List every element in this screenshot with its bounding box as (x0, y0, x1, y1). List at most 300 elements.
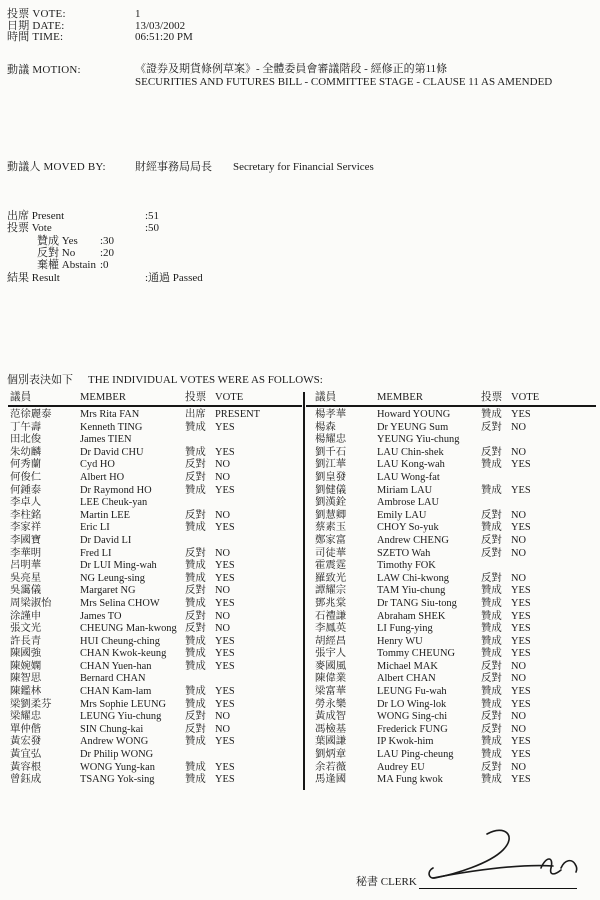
member-name-zh: 陳婉嫻 (10, 660, 42, 672)
moved-by-zh: 財經事務局局長 (135, 161, 212, 173)
member-name-zh: 李國寶 (10, 534, 42, 546)
vote-en: NO (215, 723, 231, 735)
table-row (10, 724, 302, 737)
member-name-en: LAU Chin-shek (377, 446, 444, 458)
vote-en: NO (511, 723, 527, 735)
table-row (10, 422, 302, 435)
member-name-en: Dr LUI Ming-wah (80, 560, 157, 572)
individual-votes-title-zh: 個別表決如下 (7, 374, 73, 386)
member-name-en: Dr David LI (80, 534, 132, 546)
table-row (10, 611, 302, 624)
member-name-en: Mrs Rita FAN (80, 409, 140, 420)
vote-zh: 贊成 (481, 459, 502, 471)
vote-en: YES (215, 560, 235, 572)
vote-zh: 反對 (481, 660, 502, 672)
vote-en: NO (511, 761, 527, 773)
vote-zh: 贊成 (185, 761, 206, 773)
vote-total-value: :50 (145, 222, 160, 234)
member-name-zh: 李鳳英 (315, 623, 347, 635)
vote-en: YES (511, 736, 531, 748)
vote-zh: 贊成 (481, 522, 502, 534)
vote-en: PRESENT (215, 409, 261, 420)
member-name-zh: 葉國謙 (315, 736, 347, 748)
vote-en: YES (215, 597, 235, 609)
vote-en: YES (511, 585, 531, 597)
vote-en: NO (511, 534, 527, 546)
vote-zh: 贊成 (185, 660, 206, 672)
member-name-en: TAM Yiu-chung (377, 585, 446, 597)
vote-table-header-right (315, 392, 598, 405)
table-row (10, 585, 302, 598)
col-header-member-zh: 議員 (10, 392, 32, 403)
vote-zh: 反對 (185, 711, 206, 723)
table-row (10, 736, 302, 749)
table-row (10, 560, 302, 573)
member-name-zh: 石禮謙 (315, 610, 347, 622)
member-name-en: Tommy CHEUNG (377, 648, 456, 660)
member-name-en: Dr Philip WONG (80, 749, 154, 761)
member-name-zh: 鄧兆棠 (315, 597, 347, 609)
vote-en: NO (215, 547, 231, 559)
col-header-vote-en: VOTE (215, 392, 244, 403)
table-row (10, 623, 302, 636)
vote-en: YES (215, 572, 235, 584)
table-row (10, 598, 302, 611)
vote-en: YES (511, 698, 531, 710)
table-row (10, 711, 302, 724)
yes-label: 贊成 Yes (37, 235, 78, 247)
table-row (10, 573, 302, 586)
member-name-zh: 田北俊 (10, 434, 42, 446)
table-row (315, 648, 598, 661)
member-name-en: CHOY So-yuk (377, 522, 439, 534)
table-row (10, 485, 302, 498)
table-row (315, 535, 598, 548)
table-row (10, 434, 302, 447)
member-name-zh: 何鍾泰 (10, 484, 42, 496)
table-row (315, 497, 598, 510)
vote-zh: 反對 (185, 547, 206, 559)
table-row (315, 762, 598, 775)
member-name-en: LI Fung-ying (377, 623, 433, 635)
member-name-zh: 周梁淑怡 (10, 597, 52, 609)
member-name-zh: 黃容根 (10, 761, 42, 773)
vote-en: YES (215, 736, 235, 748)
vote-en: NO (215, 471, 231, 483)
member-name-zh: 朱幼麟 (10, 446, 42, 458)
member-name-zh: 劉千石 (315, 446, 347, 458)
vote-en: NO (215, 623, 231, 635)
vote-en: NO (215, 711, 231, 723)
vote-en: NO (511, 660, 527, 672)
result-label: 結果 Result (7, 272, 60, 284)
member-name-en: Martin LEE (80, 509, 130, 521)
member-name-zh: 霍震霆 (315, 560, 347, 572)
table-row (315, 472, 598, 485)
member-name-zh: 黃成智 (315, 711, 347, 723)
vote-zh: 贊成 (481, 698, 502, 710)
table-row (315, 459, 598, 472)
vote-zh: 贊成 (481, 610, 502, 622)
table-row (10, 648, 302, 661)
table-row (315, 422, 598, 435)
member-name-zh: 丁午壽 (10, 421, 42, 433)
member-name-zh: 呂明華 (10, 560, 42, 572)
member-name-zh: 蔡素玉 (315, 522, 347, 534)
clerk-label: 秘書 CLERK (356, 876, 417, 888)
table-row (10, 459, 302, 472)
vote-zh: 贊成 (185, 421, 206, 433)
vote-zh: 反對 (481, 446, 502, 458)
member-name-en: YEUNG Yiu-chung (377, 434, 460, 446)
table-row (315, 585, 598, 598)
vote-zh: 反對 (481, 547, 502, 559)
vote-zh: 贊成 (185, 597, 206, 609)
vote-en: YES (215, 648, 235, 660)
vote-total-label: 投票 Vote (7, 222, 52, 234)
table-row (315, 522, 598, 535)
member-name-zh: 劉炳章 (315, 749, 347, 761)
vote-en: YES (511, 623, 531, 635)
table-row (315, 636, 598, 649)
vote-zh: 贊成 (481, 409, 502, 420)
member-name-en: Dr Raymond HO (80, 484, 152, 496)
vote-en: YES (215, 635, 235, 647)
vote-zh: 反對 (185, 471, 206, 483)
vote-en: YES (215, 761, 235, 773)
vote-table-left (10, 409, 302, 787)
table-row (10, 636, 302, 649)
member-name-en: Audrey EU (377, 761, 425, 773)
table-row (315, 661, 598, 674)
vote-en: YES (511, 774, 531, 786)
member-name-zh: 劉健儀 (315, 484, 347, 496)
vote-zh: 贊成 (185, 522, 206, 534)
member-name-zh: 胡經昌 (315, 635, 347, 647)
table-row (10, 686, 302, 699)
vote-zh: 贊成 (481, 597, 502, 609)
member-name-en: Kenneth TING (80, 421, 143, 433)
member-name-zh: 梁富華 (315, 686, 347, 698)
member-name-zh: 劉慧卿 (315, 509, 347, 521)
vote-zh: 贊成 (481, 749, 502, 761)
table-row (315, 774, 598, 787)
vote-en: NO (511, 547, 527, 559)
member-name-en: MA Fung kwok (377, 774, 443, 786)
vote-zh: 贊成 (481, 635, 502, 647)
vote-en: YES (511, 522, 531, 534)
vote-en: YES (215, 446, 235, 458)
vote-en: YES (215, 484, 235, 496)
table-row (10, 497, 302, 510)
table-row (10, 409, 302, 422)
member-name-zh: 陳偉業 (315, 673, 347, 685)
vote-zh: 贊成 (481, 774, 502, 786)
member-name-zh: 單仲偕 (10, 723, 42, 735)
vote-en: NO (215, 585, 231, 597)
vote-en: YES (215, 421, 235, 433)
vote-number-value: 1 (135, 8, 141, 20)
table-row (315, 548, 598, 561)
vote-zh: 贊成 (185, 736, 206, 748)
member-name-en: Henry WU (377, 635, 423, 647)
member-name-en: HUI Cheung-ching (80, 635, 160, 647)
member-name-zh: 黃宜弘 (10, 749, 42, 761)
vote-en: YES (511, 409, 531, 420)
vote-table-header-left (10, 392, 302, 405)
abstain-label: 棄權 Abstain (37, 259, 96, 271)
member-name-en: Howard YOUNG (377, 409, 451, 420)
member-name-en: SIN Chung-kai (80, 723, 144, 735)
col-header-vote-zh: 投票 (185, 392, 207, 403)
table-row (10, 749, 302, 762)
member-name-en: Michael MAK (377, 660, 438, 672)
vote-zh: 贊成 (481, 648, 502, 660)
table-row (10, 510, 302, 523)
table-row (315, 611, 598, 624)
member-name-en: IP Kwok-him (377, 736, 434, 748)
vote-number-label: 投票 VOTE: (7, 8, 66, 20)
member-name-en: WONG Sing-chi (377, 711, 448, 723)
vote-table-right (315, 409, 598, 787)
present-value: :51 (145, 210, 160, 222)
member-name-en: CHAN Kwok-keung (80, 648, 167, 660)
table-row (10, 535, 302, 548)
table-row (315, 434, 598, 447)
vote-en: YES (215, 522, 235, 534)
member-name-en: Bernard CHAN (80, 673, 146, 685)
member-name-en: LEUNG Fu-wah (377, 686, 447, 698)
present-label: 出席 Present (7, 210, 65, 222)
member-name-zh: 李家祥 (10, 522, 42, 534)
table-row (10, 548, 302, 561)
member-name-en: LAU Ping-cheung (377, 749, 454, 761)
member-name-en: Mrs Sophie LEUNG (80, 698, 167, 710)
member-name-zh: 馬逢國 (315, 774, 347, 786)
member-name-en: LAU Kong-wah (377, 459, 445, 471)
member-name-en: Timothy FOK (377, 560, 436, 572)
member-name-en: Frederick FUNG (377, 723, 448, 735)
vote-en: NO (215, 509, 231, 521)
member-name-zh: 楊森 (315, 421, 336, 433)
member-name-zh: 梁耀忠 (10, 711, 42, 723)
table-row (315, 573, 598, 586)
member-name-en: Mrs Selina CHOW (80, 597, 160, 609)
date-value: 13/03/2002 (135, 19, 186, 32)
member-name-en: Miriam LAU (377, 484, 433, 496)
table-row (10, 522, 302, 535)
member-name-zh: 羅致光 (315, 572, 347, 584)
vote-zh: 反對 (185, 723, 206, 735)
table-row (10, 447, 302, 460)
member-name-en: CHAN Kam-lam (80, 686, 152, 698)
vote-zh: 反對 (481, 509, 502, 521)
member-name-en: LEUNG Yiu-chung (80, 711, 162, 723)
member-name-en: CHEUNG Man-kwong (80, 623, 177, 635)
column-divider (303, 392, 305, 790)
header-rule-left (8, 405, 302, 407)
vote-en: YES (511, 610, 531, 622)
member-name-zh: 張宇人 (315, 648, 347, 660)
vote-en: NO (511, 446, 527, 458)
col-header-vote-en: VOTE (511, 392, 540, 403)
motion-text-en: SECURITIES AND FUTURES BILL - COMMITTEE STAGE - CLAUSE 11 AS AMENDED (135, 75, 553, 88)
vote-zh: 贊成 (185, 484, 206, 496)
vote-zh: 反對 (185, 610, 206, 622)
table-row (10, 762, 302, 775)
member-name-zh: 劉漢銓 (315, 497, 347, 509)
vote-en: YES (511, 459, 531, 471)
header-rule-right (306, 405, 596, 407)
member-name-zh: 李華明 (10, 547, 42, 559)
member-name-en: Andrew WONG (80, 736, 149, 748)
member-name-en: Dr YEUNG Sum (377, 421, 449, 433)
vote-zh: 贊成 (481, 623, 502, 635)
moved-by-label: 動議人 MOVED BY: (7, 161, 106, 173)
member-name-en: Dr David CHU (80, 446, 144, 458)
vote-zh: 贊成 (185, 572, 206, 584)
member-name-en: SZETO Wah (377, 547, 431, 559)
vote-en: YES (215, 660, 235, 672)
vote-en: NO (511, 711, 527, 723)
vote-zh: 贊成 (185, 560, 206, 572)
member-name-zh: 陳鑑林 (10, 686, 42, 698)
vote-en: YES (511, 749, 531, 761)
member-name-zh: 梁劉柔芬 (10, 698, 52, 710)
no-value: :20 (100, 247, 115, 259)
member-name-en: Cyd HO (80, 459, 115, 471)
table-row (315, 736, 598, 749)
clerk-signature-line (419, 877, 577, 892)
member-name-zh: 劉江華 (315, 459, 347, 471)
member-name-en: Dr TANG Siu-tong (377, 597, 457, 609)
vote-en: YES (511, 635, 531, 647)
member-name-zh: 李柱銘 (10, 509, 42, 521)
table-row (10, 774, 302, 787)
vote-en: YES (511, 597, 531, 609)
vote-zh: 反對 (481, 711, 502, 723)
vote-en: YES (511, 484, 531, 496)
vote-zh: 贊成 (185, 686, 206, 698)
member-name-en: Eric LI (80, 522, 110, 534)
time-label: 時間 TIME: (7, 31, 64, 43)
member-name-zh: 鄭家富 (315, 534, 347, 546)
vote-en: NO (511, 509, 527, 521)
vote-zh: 贊成 (185, 635, 206, 647)
member-name-zh: 吳亮星 (10, 572, 42, 584)
member-name-en: Albert HO (80, 471, 125, 483)
col-header-member-en: MEMBER (80, 392, 126, 403)
member-name-zh: 譚耀宗 (315, 585, 347, 597)
vote-zh: 反對 (481, 723, 502, 735)
member-name-en: LAW Chi-kwong (377, 572, 449, 584)
vote-en: NO (215, 459, 231, 471)
yes-value: :30 (100, 235, 115, 247)
vote-zh: 反對 (481, 673, 502, 685)
member-name-zh: 涂謹申 (10, 610, 42, 622)
vote-zh: 贊成 (481, 585, 502, 597)
vote-zh: 贊成 (185, 698, 206, 710)
member-name-en: CHAN Yuen-han (80, 660, 152, 672)
vote-en: NO (511, 421, 527, 433)
vote-en: YES (215, 774, 235, 786)
abstain-value: :0 (100, 259, 109, 271)
vote-en: YES (511, 648, 531, 660)
col-header-member-en: MEMBER (377, 392, 423, 403)
member-name-zh: 曾鈺成 (10, 774, 42, 786)
table-row (315, 485, 598, 498)
table-row (315, 560, 598, 573)
vote-en: NO (511, 673, 527, 685)
table-row (315, 673, 598, 686)
member-name-zh: 司徒華 (315, 547, 347, 559)
member-name-zh: 劉皇發 (315, 471, 347, 483)
member-name-en: Margaret NG (80, 585, 136, 597)
vote-zh: 贊成 (481, 484, 502, 496)
vote-zh: 反對 (481, 572, 502, 584)
member-name-en: Fred LI (80, 547, 112, 559)
table-row (315, 623, 598, 636)
member-name-zh: 李卓人 (10, 497, 42, 509)
member-name-en: James TO (80, 610, 122, 622)
vote-zh: 贊成 (481, 736, 502, 748)
table-row (315, 510, 598, 523)
vote-zh: 反對 (185, 623, 206, 635)
vote-zh: 贊成 (481, 686, 502, 698)
member-name-zh: 何俊仁 (10, 471, 42, 483)
table-row (315, 711, 598, 724)
vote-zh: 反對 (481, 534, 502, 546)
member-name-zh: 楊耀忠 (315, 434, 347, 446)
member-name-zh: 馮檢基 (315, 723, 347, 735)
table-row (315, 724, 598, 737)
vote-zh: 出席 (185, 409, 206, 420)
table-row (10, 472, 302, 485)
member-name-zh: 張文光 (10, 623, 42, 635)
table-row (10, 699, 302, 712)
table-row (315, 699, 598, 712)
motion-label: 動議 MOTION: (7, 64, 81, 76)
col-header-vote-zh: 投票 (481, 392, 503, 403)
vote-zh: 反對 (481, 761, 502, 773)
table-row (315, 598, 598, 611)
vote-en: YES (215, 698, 235, 710)
vote-zh: 反對 (185, 509, 206, 521)
member-name-zh: 吳靄儀 (10, 585, 42, 597)
vote-en: YES (511, 686, 531, 698)
vote-en: NO (511, 572, 527, 584)
member-name-en: Abraham SHEK (377, 610, 446, 622)
member-name-en: Albert CHAN (377, 673, 436, 685)
member-name-zh: 范徐麗泰 (10, 409, 52, 420)
vote-zh: 反對 (481, 421, 502, 433)
member-name-zh: 許長青 (10, 635, 42, 647)
member-name-en: TSANG Yok-sing (80, 774, 155, 786)
result-value: :通過 Passed (145, 272, 203, 284)
member-name-zh: 陳智思 (10, 673, 42, 685)
col-header-member-zh: 議員 (315, 392, 337, 403)
member-name-en: LAU Wong-fat (377, 471, 440, 483)
no-label: 反對 No (37, 247, 76, 259)
table-row (315, 686, 598, 699)
date-label: 日期 DATE: (7, 19, 65, 32)
table-row (315, 447, 598, 460)
member-name-en: James TIEN (80, 434, 132, 446)
vote-zh: 反對 (185, 459, 206, 471)
member-name-zh: 勞永樂 (315, 698, 347, 710)
vote-en: NO (215, 610, 231, 622)
member-name-zh: 陳國強 (10, 648, 42, 660)
